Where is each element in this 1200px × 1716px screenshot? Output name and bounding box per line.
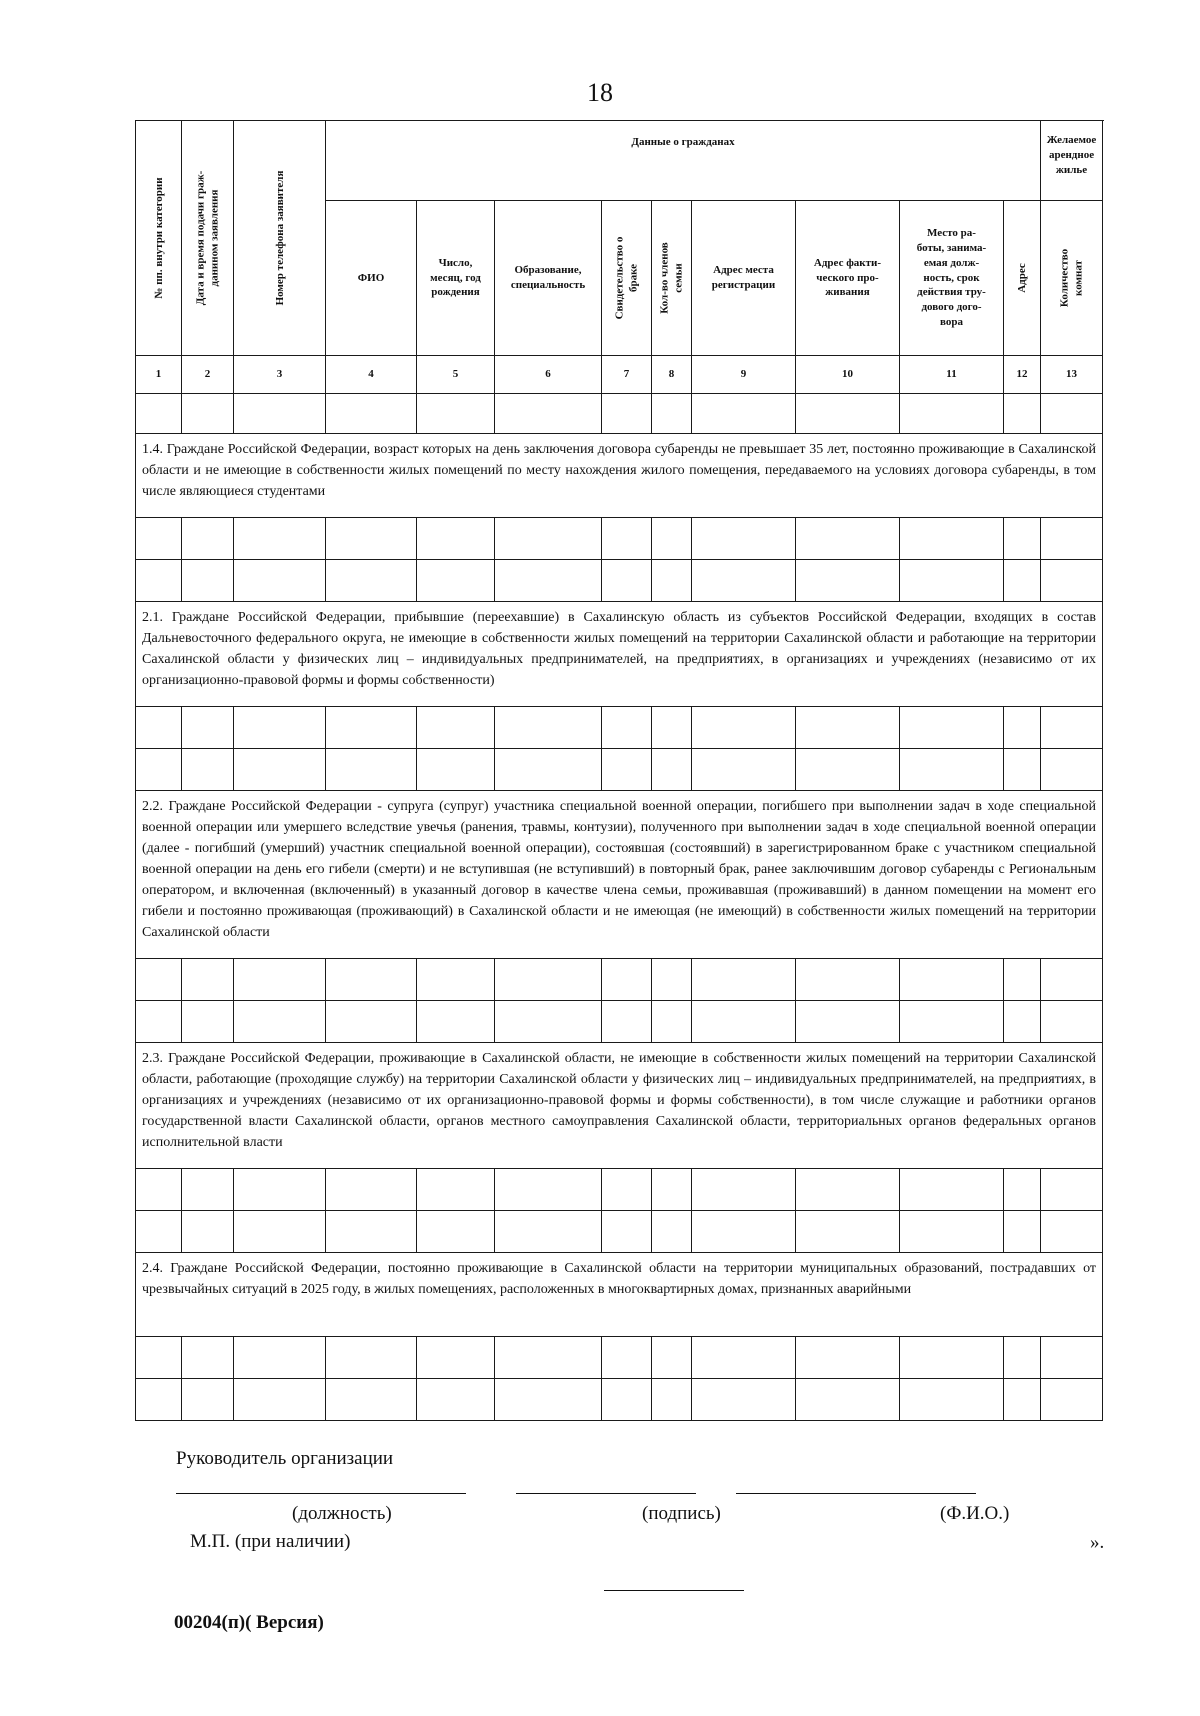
column-number: 3 (234, 356, 326, 394)
header-registration-address: Адрес места регистрации (692, 201, 796, 356)
position-label: (должность) (292, 1503, 392, 1524)
table-row (136, 1379, 1103, 1421)
table-row (136, 959, 1103, 1001)
column-number: 12 (1004, 356, 1041, 394)
table-row (136, 394, 1103, 434)
closing-quote-mark: ». (1090, 1532, 1105, 1553)
column-number: 13 (1041, 356, 1103, 394)
column-number: 10 (796, 356, 900, 394)
separator-rule (604, 1590, 744, 1591)
applicants-register-table (135, 120, 1103, 1421)
section-2-2-text: 2.2. Граждане Российской Федерации - супруга (супруг) участника специальной военной операции, погибшего при выполнении задач в ходе специальной военной операции или умершего вследствие увечья (ранения, травмы, контузии), полученного при выполнении задач в ходе специальной военной операции (далее - погибший (умерший) участник специальной военной операции), состоявшая (состоявший) в зарегистрированном браке с участником специальной военной операции на день его гибели (смерти) и не вступившая (не вступивший) в повторный брак, ранее заключившим договор субаренды с Региональным оператором, и включенная (включенный) в указанный договор в качестве члена семьи, проживавшая (проживавший) в данном помещении на момент его гибели и постоянно проживающая (проживающий) в Сахалинской области и не имеющая (не имеющий) в собственности жилых помещений на территории Сахалинской области (136, 791, 1103, 959)
section-2-1-text: 2.1. Граждане Российской Федерации, прибывшие (переехавшие) в Сахалинскую область из субъектов Российской Федерации, входящих в состав Дальневосточного федерального округа, не имеющие в собственности жилых помещений на территории Сахалинской области и работающие на территории Сахалинской области у физических лиц – индивидуальных предпринимателей, на предприятиях, в организациях и учреждениях (независимо от их организационно-правовой формы и формы собственности) (136, 602, 1103, 707)
header-rooms: Количество комнат (1041, 201, 1103, 356)
table-row (136, 749, 1103, 791)
section-row-2-1 (136, 602, 1103, 707)
section-row-2-3 (136, 1043, 1103, 1169)
section-2-4-text: 2.4. Граждане Российской Федерации, постоянно проживающие в Сахалинской области на территории муниципальных образований, пострадавших от чрезвычайных ситуаций в 2025 году, в жилых помещениях, расположенных в многоквартирных домах, признанных аварийными (136, 1253, 1103, 1337)
table-row (136, 707, 1103, 749)
name-signature-line (736, 1493, 976, 1494)
signature-label: (подпись) (642, 1503, 721, 1524)
section-row-2-4 (136, 1253, 1103, 1337)
header-fio: ФИО (326, 201, 417, 356)
header-application-datetime: Дата и время подачи граж- данином заявления (182, 121, 234, 356)
column-number: 8 (652, 356, 692, 394)
header-phone-number: Номер телефона заявителя (234, 121, 326, 356)
stamp-label: М.П. (при наличии) (190, 1531, 351, 1552)
column-number: 6 (495, 356, 602, 394)
head-of-organization-label: Руководитель организации (176, 1448, 394, 1469)
column-number: 7 (602, 356, 652, 394)
full-name-label: (Ф.И.О.) (940, 1503, 1010, 1524)
table-row (136, 1001, 1103, 1043)
column-numbers-row (136, 356, 1103, 394)
header-family-size: Кол-во членов семьи (652, 201, 692, 356)
column-number: 2 (182, 356, 234, 394)
column-number: 9 (692, 356, 796, 394)
section-2-3-text: 2.3. Граждане Российской Федерации, проживающие в Сахалинской области, не имеющие в собственности жилых помещений на территории Сахалинской области, работающие (проходящие службу) на территории Сахалинской области у физических лиц – индивидуальных предпринимателей, на предприятиях, в организациях и учреждениях (независимо от их организационно-правовой формы и формы собственности), в том числе служащие и работники органов государственной власти Сахалинской области, органов местного самоуправления Сахалинской области, территориальных органов федеральных органов исполнительной власти (136, 1043, 1103, 1169)
table-row (136, 518, 1103, 560)
header-education: Образование, специальность (495, 201, 602, 356)
table-row (136, 1211, 1103, 1253)
table-row (136, 1337, 1103, 1379)
table-row (136, 560, 1103, 602)
header-desired-housing: Желаемое арендное жилье (1041, 121, 1103, 201)
position-signature-line (176, 1493, 466, 1494)
header-marriage-certificate: Свидетельство о браке (602, 201, 652, 356)
section-row-1-4 (136, 434, 1103, 518)
document-code: 00204(п)( Версия) (174, 1612, 324, 1633)
header-citizens-data: Данные о гражданах (326, 121, 1041, 201)
column-number: 11 (900, 356, 1004, 394)
table-header-row (136, 121, 1103, 201)
header-workplace: Место ра- боты, занима- емая долж- ность, срок действия тру- дового дого- вора (900, 201, 1004, 356)
column-number: 5 (417, 356, 495, 394)
page-number: 18 (587, 78, 613, 107)
signature-line (516, 1493, 696, 1494)
column-number: 4 (326, 356, 417, 394)
column-number: 1 (136, 356, 182, 394)
header-actual-address: Адрес факти- ческого про- живания (796, 201, 900, 356)
table-row (136, 1169, 1103, 1211)
header-category-number: № пп. внутри категории (136, 121, 182, 356)
header-address: Адрес (1004, 201, 1041, 356)
section-1-4-text: 1.4. Граждане Российской Федерации, возраст которых на день заключения договора субаренды не превышает 35 лет, постоянно проживающие в Сахалинской области и не имеющие в собственности жилых помещений по месту нахождения жилого помещения, передаваемого на условиях договора субаренды, в том числе являющиеся студентами (136, 434, 1103, 518)
header-birth-date: Число, месяц, год рождения (417, 201, 495, 356)
section-row-2-2 (136, 791, 1103, 959)
